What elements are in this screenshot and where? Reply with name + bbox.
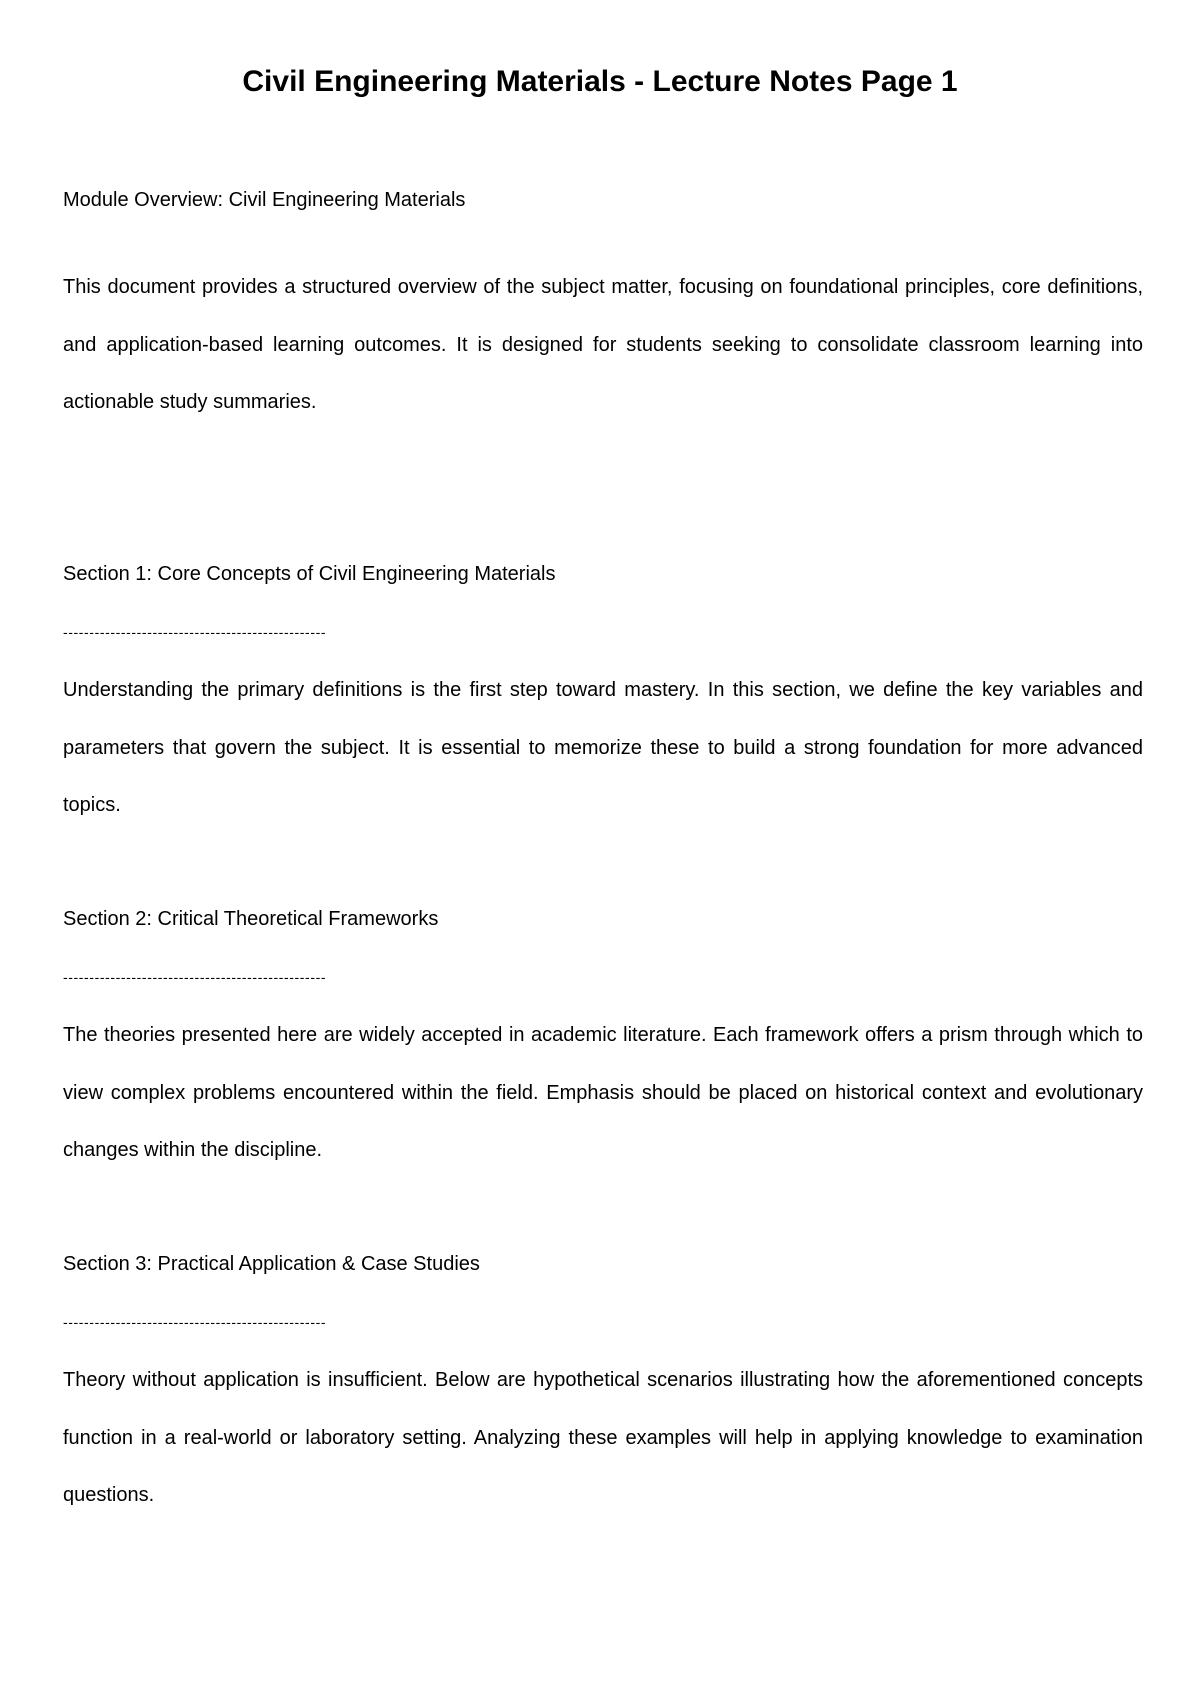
page-title: Civil Engineering Materials - Lecture Notes Page 1 <box>242 65 958 98</box>
section-3-heading: Section 3: Practical Application & Case Studies <box>63 1253 480 1275</box>
section-1-heading: Section 1: Core Concepts of Civil Engineering Materials <box>63 563 556 585</box>
section-3-body: Theory without application is insufficient. Below are hypothetical scenarios illustrating how the aforementioned concepts function in a real-world or laboratory setting. Analyzing these examples will help in applying knowledge to examination questions. <box>63 1369 1143 1506</box>
section-2-body: The theories presented here are widely accepted in academic literature. Each framework offers a prism through which to view complex problems encountered within the field. Emphasis should be placed on historical context and evolutionary changes within the discipline. <box>63 1024 1143 1161</box>
module-overview-heading: Module Overview: Civil Engineering Materials <box>63 189 466 211</box>
section-2-heading: Section 2: Critical Theoretical Frameworks <box>63 908 439 930</box>
section-3-divider: -------------------------------------------------- <box>63 1314 327 1330</box>
section-2-divider: -------------------------------------------------- <box>63 969 327 985</box>
section-1-divider: -------------------------------------------------- <box>63 624 327 640</box>
intro-paragraph: This document provides a structured overview of the subject matter, focusing on foundational principles, core definitions, and application-based learning outcomes. It is designed for students seeking to consolidate classroom learning into actionable study summaries. <box>63 276 1143 413</box>
section-1-body: Understanding the primary definitions is the first step toward mastery. In this section, we define the key variables and parameters that govern the subject. It is essential to memorize these to build a strong foundation for more advanced topics. <box>63 679 1143 816</box>
